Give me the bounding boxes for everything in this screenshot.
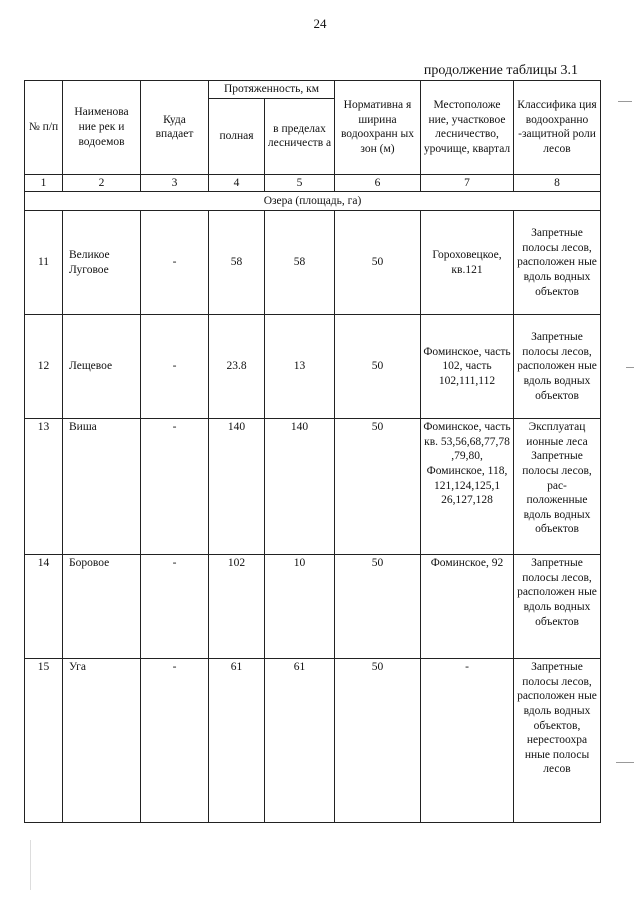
row-zone-width: 50 bbox=[335, 555, 421, 659]
row-no: 11 bbox=[25, 211, 63, 315]
column-number: 5 bbox=[265, 174, 335, 192]
row-classification: Запретные полосы лесов, расположен ные вдоль водных объектов bbox=[514, 211, 601, 315]
header-location: Местоположе ние, участковое лесничество, урочище, квартал bbox=[421, 81, 514, 175]
row-name: Великое Луговое bbox=[63, 211, 141, 315]
row-location: Фоминское, 92 bbox=[421, 555, 514, 659]
scan-artifact bbox=[30, 840, 31, 890]
row-length-full: 58 bbox=[209, 211, 265, 315]
column-number: 2 bbox=[63, 174, 141, 192]
header-length-group: Протяженность, км bbox=[209, 81, 335, 99]
header-zone-width: Нормативна я ширина водоохранн ых зон (м) bbox=[335, 81, 421, 175]
column-number-row bbox=[25, 174, 601, 192]
row-flows-into: - bbox=[141, 419, 209, 555]
table-row bbox=[25, 419, 601, 555]
row-flows-into: - bbox=[141, 211, 209, 315]
table-row bbox=[25, 555, 601, 659]
row-zone-width: 50 bbox=[335, 211, 421, 315]
row-classification: Запретные полосы лесов, расположен ные вдоль водных объектов bbox=[514, 555, 601, 659]
row-zone-width: 50 bbox=[335, 419, 421, 555]
row-zone-width: 50 bbox=[335, 659, 421, 823]
row-flows-into: - bbox=[141, 659, 209, 823]
row-length-full: 23.8 bbox=[209, 315, 265, 419]
row-location: Гороховецкое, кв.121 bbox=[421, 211, 514, 315]
row-length-within: 140 bbox=[265, 419, 335, 555]
row-length-full: 140 bbox=[209, 419, 265, 555]
section-row bbox=[25, 192, 601, 211]
row-location: - bbox=[421, 659, 514, 823]
row-flows-into: - bbox=[141, 555, 209, 659]
header-classification: Классифика ция водоохранно -защитной роли лесов bbox=[514, 81, 601, 175]
scan-artifact bbox=[616, 762, 634, 763]
table-row bbox=[25, 659, 601, 823]
scan-artifact bbox=[618, 101, 632, 102]
row-length-within: 13 bbox=[265, 315, 335, 419]
column-number: 1 bbox=[25, 174, 63, 192]
column-number: 8 bbox=[514, 174, 601, 192]
row-zone-width: 50 bbox=[335, 315, 421, 419]
row-name: Боровое bbox=[63, 555, 141, 659]
header-length-within: в пределах лесничеств а bbox=[265, 98, 335, 174]
row-classification: Запретные полосы лесов, расположен ные вдоль водных объектов, нерестоохра нные полосы лесов bbox=[514, 659, 601, 823]
row-no: 12 bbox=[25, 315, 63, 419]
column-number: 3 bbox=[141, 174, 209, 192]
row-location: Фоминское, часть 102, часть 102,111,112 bbox=[421, 315, 514, 419]
table-row bbox=[25, 315, 601, 419]
section-title: Озера (площадь, га) bbox=[25, 192, 601, 211]
row-classification: Эксплуатац ионные леса Запретные полосы лесов, рас- положенные вдоль водных объектов bbox=[514, 419, 601, 555]
table-row bbox=[25, 211, 601, 315]
row-name: Виша bbox=[63, 419, 141, 555]
row-length-full: 102 bbox=[209, 555, 265, 659]
row-length-full: 61 bbox=[209, 659, 265, 823]
row-flows-into: - bbox=[141, 315, 209, 419]
column-number: 4 bbox=[209, 174, 265, 192]
row-name: Лещевое bbox=[63, 315, 141, 419]
header-flows-into: Куда впадает bbox=[141, 81, 209, 175]
column-number: 6 bbox=[335, 174, 421, 192]
water-bodies-table bbox=[24, 80, 601, 823]
row-name: Уга bbox=[63, 659, 141, 823]
page-number: 24 bbox=[313, 16, 327, 31]
row-length-within: 10 bbox=[265, 555, 335, 659]
row-classification: Запретные полосы лесов, расположен ные вдоль водных объектов bbox=[514, 315, 601, 419]
row-no: 15 bbox=[25, 659, 63, 823]
column-number: 7 bbox=[421, 174, 514, 192]
scan-artifact bbox=[626, 367, 634, 368]
row-length-within: 61 bbox=[265, 659, 335, 823]
header-name: Наименова ние рек и водоемов bbox=[63, 81, 141, 175]
table-continuation-label: продолжение таблицы 3.1 bbox=[423, 63, 578, 78]
row-no: 14 bbox=[25, 555, 63, 659]
row-length-within: 58 bbox=[265, 211, 335, 315]
header-length-full: полная bbox=[209, 98, 265, 174]
header-no: № п/п bbox=[25, 81, 63, 175]
header-row-top bbox=[25, 81, 601, 99]
row-no: 13 bbox=[25, 419, 63, 555]
row-location: Фоминское, часть кв. 53,56,68,77,78 ,79,80, Фоминское, 118, 121,124,125,1 26,127,128 bbox=[421, 419, 514, 555]
